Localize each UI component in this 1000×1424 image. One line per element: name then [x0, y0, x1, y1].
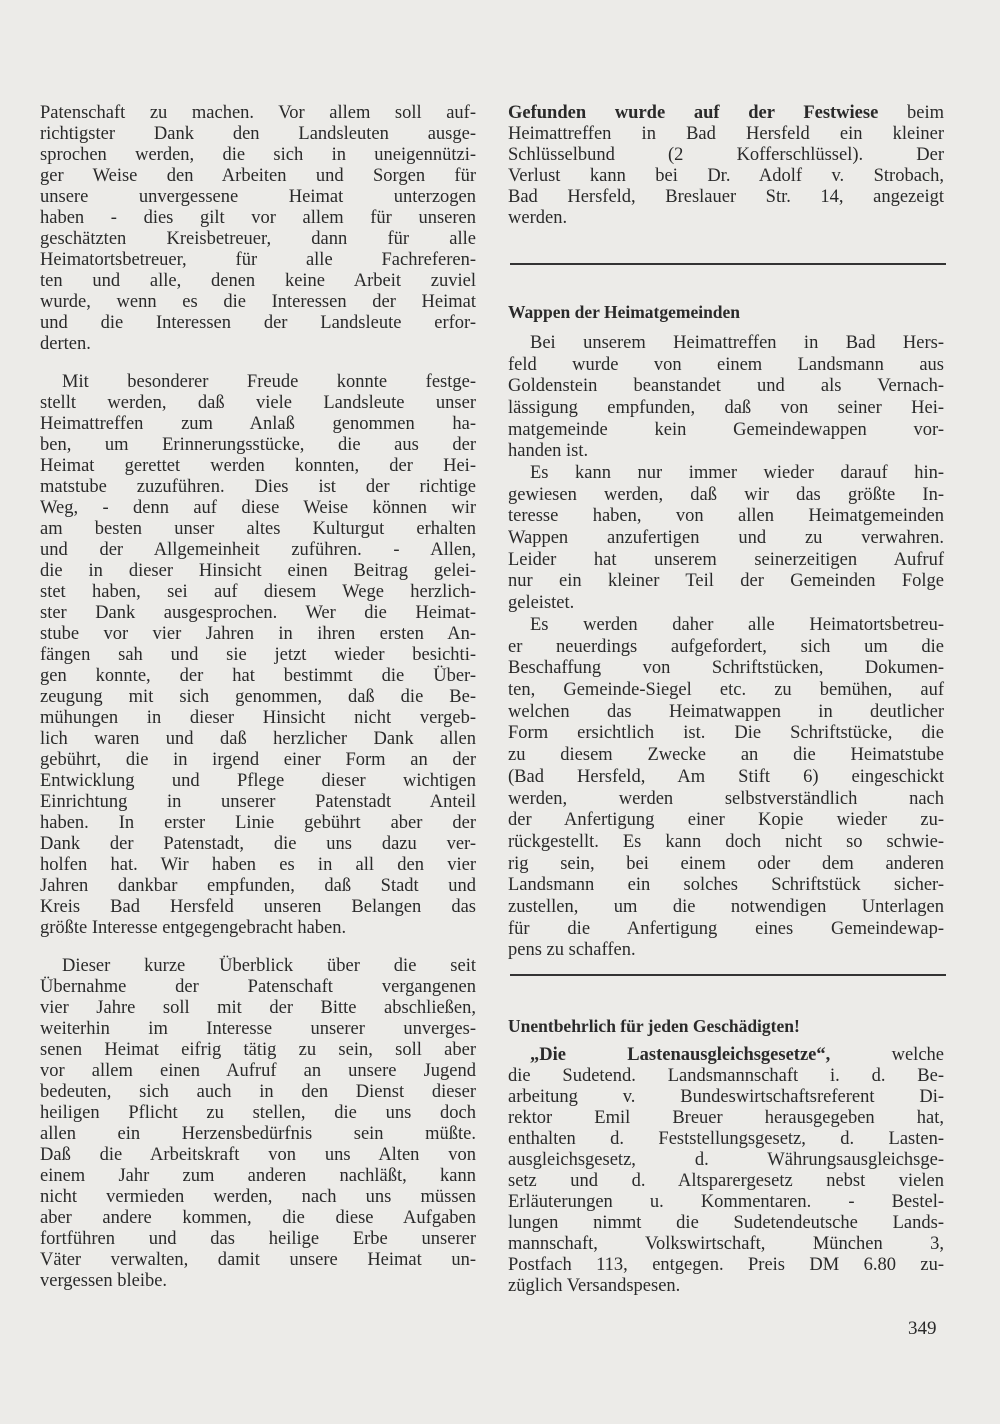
text-line: er neuerdings aufgefordert, sich um die [508, 636, 944, 657]
text-line: pens zu schaffen. [508, 940, 636, 961]
text-line: Patenschaft zu machen. Vor allem soll auf- [40, 103, 476, 123]
text-line: Entwicklung und Pflege dieser wichtigen [40, 771, 476, 791]
text-line: ster Dank ausgesprochen. Wer die Heimat- [40, 603, 476, 623]
text-line: senen Heimat eifrig tätig zu sein, soll aber [40, 1040, 476, 1060]
text-line [508, 103, 944, 124]
text-line: weiterhin im Interesse unserer unverges- [40, 1019, 476, 1039]
text-line: Es kann nur immer wieder darauf hin- [530, 463, 944, 483]
text-line: nur ein kleiner Teil der Gemeinden Folge [508, 571, 944, 592]
text-line: gebührt, die in irgend einer Form an der [40, 750, 476, 770]
text-line: fängen sah und sie jetzt wieder besichti- [40, 645, 476, 665]
text-line: geleistet. [508, 593, 575, 614]
text-line: rektor Emil Breuer herausgegeben hat, [508, 1108, 944, 1128]
text-line: ten und alle, denen keine Arbeit zuviel [40, 271, 476, 291]
text-line: Postfach 113, entgegen. Preis DM 6.80 zu- [508, 1255, 944, 1275]
text-line: Erläuterungen u. Kommentaren. - Bestel- [508, 1192, 944, 1212]
text-line: Väter verwalten, damit unsere Heimat un- [40, 1250, 476, 1270]
text-line: Daß die Arbeitskraft von uns Alten von [40, 1145, 476, 1165]
text-line: heiligen Pflicht zu stellen, die uns doch [40, 1103, 476, 1123]
text-line: derten. [40, 334, 91, 354]
paragraph-gratitude [40, 103, 476, 355]
text-line: werden. [508, 208, 568, 228]
book-notice [508, 1045, 944, 1297]
text-line: Jahren dankbar empfunden, daß Stadt und [40, 876, 476, 896]
text-line: Weg, - denn auf diese Weise können wir [40, 498, 476, 518]
text-line: Bad Hersfeld, Breslauer Str. 14, angezeigt [508, 187, 944, 207]
text-line: (Bad Hersfeld, Am Stift 6) eingeschickt [508, 766, 944, 787]
text-line: Dank der Patenstadt, die uns dazu ver- [40, 834, 476, 854]
text-line: einem Jahr zum anderen nachläßt, kann [40, 1166, 476, 1186]
text-line: richtigster Dank den Landsleuten ausge- [40, 124, 476, 144]
text-line: Landsmann ein solches Schriftstück sicher- [508, 875, 944, 896]
text-line: stet haben, sei auf diesem Wege herzlich- [40, 582, 476, 602]
text-line: bedeuten, sich auch in den Dienst dieser [40, 1082, 476, 1102]
text-line: handen ist. [508, 441, 589, 462]
text-line: für die Anfertigung eines Gemeindewap- [508, 918, 944, 939]
text-line: teresse haben, von allen Heimatgemeinden [508, 506, 944, 527]
text-line: allen ein Herzensbedürfnis sein müßte. [40, 1124, 476, 1144]
text-line: Schlüsselbund (2 Kofferschlüssel). Der [508, 145, 944, 165]
text-line: Dieser kurze Überblick über die seit [62, 956, 476, 976]
text-line: Kreis Bad Hersfeld unseren Belangen das [40, 897, 476, 917]
text-line: setz und d. Altsparergesetz nebst vielen [508, 1171, 944, 1191]
text-line: mühungen in dieser Hinsicht nicht vergeb- [40, 708, 476, 728]
text-line: beim [878, 103, 944, 123]
text-line: welche [830, 1045, 944, 1065]
text-line [508, 1045, 944, 1066]
text-line: Beschaffung von Schriftstücken, Dokumen- [508, 658, 944, 679]
text-line: vor allem einen Aufruf an unsere Jugend [40, 1061, 476, 1081]
text-line: sprochen werden, die sich in uneigennützi- [40, 145, 476, 165]
text-line: Goldenstein beanstandet und als Vernach- [508, 376, 944, 397]
text-line: Übernahme der Patenschaft vergangenen [40, 977, 476, 997]
text-line: haben. In erster Linie gebührt aber der [40, 813, 476, 833]
text-line: rig sein, bei einem oder dem anderen [508, 853, 944, 874]
text-line: feld wurde von einem Landsmann aus [508, 354, 944, 375]
text-line: züglich Versandspesen. [508, 1276, 681, 1296]
text-line: Heimat gerettet werden konnten, der Hei- [40, 456, 476, 476]
wappen-paragraph [508, 333, 944, 463]
text-line: der Anfertigung einer Kopie wieder zu- [508, 810, 944, 831]
text-line: ten, Gemeinde-Siegel etc. zu bemühen, auf [508, 680, 944, 701]
text-line: ausgleichsgesetz, d. Währungsausgleichsge- [508, 1150, 944, 1170]
text-line: stellt werden, daß viele Landsleute unser [40, 393, 476, 413]
text-line: vergessen bleibe. [40, 1271, 168, 1291]
text-line: zeugung mit sich genommen, daß die Be- [40, 687, 476, 707]
paragraph-overview [40, 956, 476, 1292]
text-line: gewiesen werden, daß wir das größte In- [508, 484, 944, 505]
text-line: Mit besonderer Freude konnte festge- [62, 372, 476, 392]
text-line: vier Jahre soll mit der Bitte abschließen, [40, 998, 476, 1018]
text-line: lich waren und daß herzlicher Dank allen [40, 729, 476, 749]
text-line: mannschaft, Volkswirtschaft, München 3, [508, 1234, 944, 1254]
text-line: Einrichtung in unserer Patenstadt Anteil [40, 792, 476, 812]
text-line: Es werden daher alle Heimatortsbetreu- [530, 615, 944, 635]
text-line: holfen hat. Wir haben es in all den vier [40, 855, 476, 875]
text-line: die Sudetend. Landsmannschaft i. d. Be- [508, 1066, 944, 1086]
text-line: fortführen und das heilige Erbe unserer [40, 1229, 476, 1249]
text-line: Wappen anzufertigen und zu verwahren. [508, 528, 944, 549]
section-divider [510, 974, 946, 976]
text-line: stube vor vier Jahren in ihren ersten An- [40, 624, 476, 644]
wappen-paragraph [508, 615, 944, 962]
text-line: Verlust kann bei Dr. Adolf v. Strobach, [508, 166, 944, 186]
bold-lead: Gefunden wurde auf der Festwiese [508, 103, 879, 123]
section-divider [510, 263, 946, 265]
text-line: am besten unser altes Kulturgut erhalten [40, 519, 476, 539]
text-line: ger Weise den Arbeiten und Sorgen für [40, 166, 476, 186]
text-line: und die Interessen der Landsleute erfor- [40, 313, 476, 333]
text-line: Heimatortsbetreuer, für alle Fachreferen- [40, 250, 476, 270]
page-number: 349 [908, 1318, 937, 1339]
text-line: gen konnte, der hat bestimmt die Über- [40, 666, 476, 686]
text-line: Leider hat unserem seinerzeitigen Aufruf [508, 549, 944, 570]
wappen-paragraph [508, 463, 944, 615]
book-notice-heading: Unentbehrlich für jeden Geschädigten! [508, 1016, 800, 1036]
text-line: matstube zuzuführen. Dies ist der richtige [40, 477, 476, 497]
text-line: lungen nimmt die Sudetendeutsche Lands- [508, 1213, 944, 1233]
text-line: Heimattreffen zum Anlaß genommen ha- [40, 414, 476, 434]
text-line: ben, um Erinnerungsstücke, die aus der [40, 435, 476, 455]
text-line: und der Allgemeinheit zuführen. - Allen, [40, 540, 476, 560]
text-line: Heimattreffen in Bad Hersfeld ein kleiner [508, 124, 944, 144]
text-line: die in dieser Hinsicht einen Beitrag gelei- [40, 561, 476, 581]
text-line: zu diesem Zwecke an die Heimatstube [508, 745, 944, 766]
text-line: haben - dies gilt vor allem für unseren [40, 208, 476, 228]
text-line: geschätzten Kreisbetreuer, dann für alle [40, 229, 476, 249]
text-line: Form ersichtlich ist. Die Schriftstücke, die [508, 723, 944, 744]
text-line: matgemeinde kein Gemeindewappen vor- [508, 419, 944, 440]
text-line: rückgestellt. Es kann doch nicht so schwie- [508, 831, 944, 852]
found-notice [508, 103, 944, 229]
text-line: lässigung empfunden, daß von seiner Hei- [508, 398, 944, 419]
text-line: aber andere kommen, die diese Aufgaben [40, 1208, 476, 1228]
bold-lead: „Die Lastenausgleichsgesetze“, [530, 1045, 831, 1065]
text-line: Bei unserem Heimattreffen in Bad Hers- [530, 333, 944, 353]
text-line: werden, werden selbstverständlich nach [508, 788, 944, 809]
text-line: wurde, wenn es die Interessen der Heimat [40, 292, 476, 312]
text-line: arbeitung v. Bundeswirtschaftsreferent Di- [508, 1087, 944, 1107]
text-line: nicht vermieden werden, nach uns müssen [40, 1187, 476, 1207]
text-line: welchen das Heimatwappen in deutlicher [508, 701, 944, 722]
text-line: unsere unvergessene Heimat unterzogen [40, 187, 476, 207]
paragraph-heimatstube [40, 372, 476, 939]
wappen-heading: Wappen der Heimatgemeinden [508, 302, 741, 322]
text-line: enthalten d. Feststellungsgesetz, d. Lasten- [508, 1129, 944, 1149]
text-line: größte Interesse entgegengebracht haben. [40, 918, 347, 938]
text-line: zustellen, um die notwendigen Unterlagen [508, 896, 944, 917]
